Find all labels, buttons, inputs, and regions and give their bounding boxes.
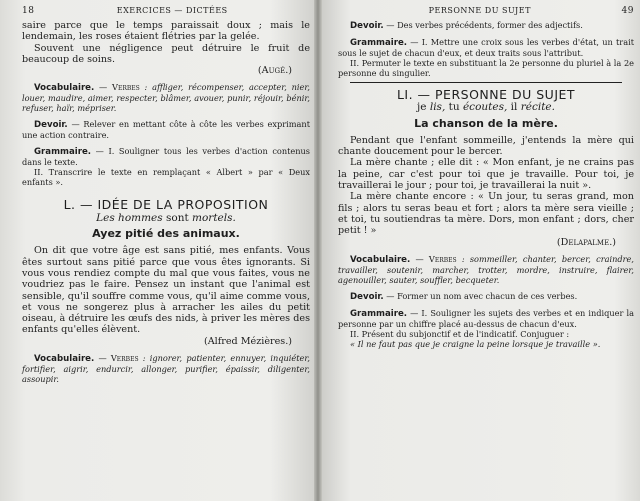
devoir-block-r: Devoir. — Des verbes précédents, former des adjectifs. bbox=[350, 20, 583, 31]
grammaire-block-2: II. Transcrire le texte en remplaçant « Albert » par « Deux enfants ». bbox=[22, 167, 310, 188]
body-text-r-1: Pendant que l'enfant sommeille, j'entends la mère qui chante doucement pour le bercer. bbox=[338, 134, 634, 158]
left-header bbox=[22, 6, 310, 16]
section-rule bbox=[350, 82, 622, 83]
vocab-block-r: Vocabulaire. — Verbes : sommeiller, chanter, bercer, craindre, travailler, soutenir, marcher, trotter, mordre, instruire, flairer, agenouiller, sauter, souffler, becqueter. bbox=[338, 253, 634, 285]
grammaire-block: Grammaire. — I. Souligner tous les verbes d'action contenus dans le texte. bbox=[22, 146, 310, 168]
lesson-subtitle-l: Les hommes sont mortels. bbox=[96, 211, 236, 224]
devoir-block-r-2: Devoir. — Former un nom avec chacun de ces verbes. bbox=[350, 290, 578, 302]
right-page-number: 49 bbox=[621, 6, 634, 16]
vocab-block-2: Vocabulaire. — Verbes : ignorer, patienter, ennuyer, inquiéter, fortifier, aigrir, endurcir, allonger, purifier, épaissir, diligenter, assoupir. bbox=[22, 353, 310, 385]
book-gutter bbox=[314, 0, 322, 501]
vocab-block: Vocabulaire. — Verbes : affliger, récompenser, accepter, nier, louer, maudire, aimer, respecter, blâmer, avouer, punir, réjouir, bénir, refuser, haïr, mépriser. bbox=[22, 82, 310, 114]
right-header bbox=[338, 6, 634, 16]
lesson-title-l: L. — IDÉE DE LA PROPOSITION bbox=[63, 197, 269, 213]
left-page bbox=[0, 0, 318, 501]
lesson-subtitle-li: je lis, tu écoutes, il récite. bbox=[417, 101, 555, 114]
devoir-block: Devoir. — Relever en mettant côte à côte les verbes exprimant une action contraire. bbox=[22, 119, 310, 141]
body-text-r-3: La mère chante encore : « Un jour, tu seras grand, mon fils ; alors tu seras beau et fort ; alors ta mère sera vieille ; et toi, tu soutiendras ta mère. Dors, mon enfant ; dors, cher petit ! » bbox=[338, 191, 634, 237]
left-running-head: EXERCICES — DICTÉES bbox=[116, 6, 228, 15]
carry-over-text: saire parce que le temps paraissait doux ; mais le lendemain, les roses étaient flétries par la gelée. bbox=[22, 20, 310, 43]
grammaire-quote: « Il ne faut pas que je craigne la peine lorsque je travaille ». bbox=[350, 338, 601, 349]
carry-over-text-2: Souvent une négligence peut détruire le fruit de beaucoup de soins. bbox=[22, 42, 310, 65]
left-page-number: 18 bbox=[22, 6, 35, 16]
carry-author: (Augé.) bbox=[257, 65, 292, 77]
text-title-li: La chanson de la mère. bbox=[414, 116, 558, 130]
grammaire-block-r: Grammaire. — I. Mettre une croix sous les verbes d'état, un trait sous le sujet de chacun d'eux, et deux traits sous l'attribut. bbox=[338, 37, 634, 58]
right-running-head: PERSONNE DU SUJET bbox=[428, 6, 531, 15]
body-author-l: (Alfred Mézières.) bbox=[203, 335, 292, 347]
text-title-l: Ayez pitié des animaux. bbox=[92, 227, 240, 241]
lesson-title-li: LI. — PERSONNE DU SUJET bbox=[396, 87, 576, 102]
body-text-l: On dit que votre âge est sans pitié, mes enfants. Vous êtes surtout sans pitié parce que vous êtes ignorants. Si vous vous rendiez compte du mal que vous faites, vous ne voudriez pas le faire. Pensez un instant que l'animal est sensible, qu'il souffre comme vous, qu'il aime comme vous, et vous ne songerez plus à arracher les ailes du petit oiseau, à détruire les œufs des nids, à priver les mères des enfants qu'elles élèvent. bbox=[22, 245, 310, 336]
right-page bbox=[318, 0, 640, 501]
grammaire-block-r2: Grammaire. — I. Souligner les sujets des verbes et en indiquer la personne par un chiffre placé au-dessus de chacun d'eux. bbox=[338, 307, 634, 329]
grammaire-block-r2-2: II. Présent du subjonctif et de l'indicatif. Conjuguer : bbox=[350, 328, 570, 339]
body-text-r-2: La mère chante ; elle dit : « Mon enfant, je ne crains pas la peine, car c'est pour toi que je travaille. Pour toi, je travaillerai le jour ; pour toi, je travaillerai la nuit ». bbox=[338, 157, 634, 192]
grammaire-block-r-2: II. Permuter le texte en substituant la 2e personne du pluriel à la 2e personne du singulier. bbox=[338, 58, 634, 78]
body-author-r: (Delapalme.) bbox=[556, 236, 616, 248]
